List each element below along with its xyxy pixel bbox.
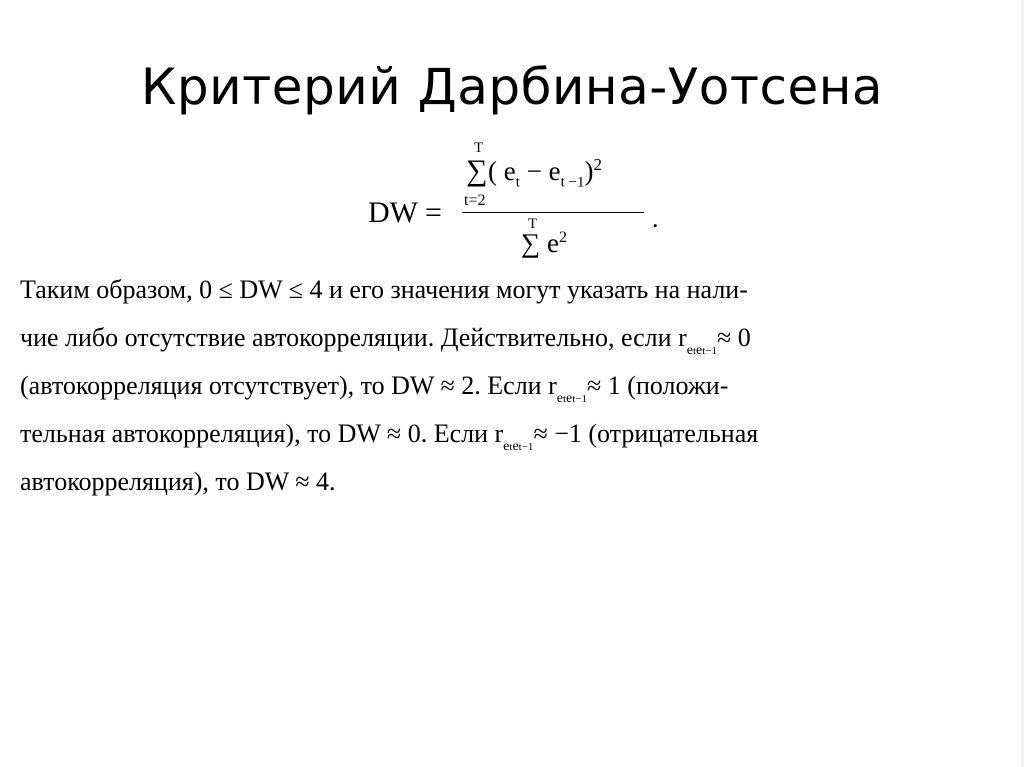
line-4-a: тельная автокорреляция), то DW ≈ 0. Если r (20, 419, 504, 448)
dw-formula (0, 140, 1024, 260)
numerator-minus: − e (519, 156, 561, 186)
denominator-body: ∑ e (521, 228, 559, 258)
formula-period: . (652, 204, 659, 233)
line-4-text (20, 410, 758, 458)
r2-sub-e1: e (556, 391, 563, 406)
sum-upper-limit: T (474, 140, 484, 156)
r3-sub-e2: e (512, 439, 519, 454)
body-paragraph (20, 266, 1004, 506)
numerator-power: 2 (593, 155, 603, 174)
paragraph-line-1 (20, 266, 1004, 314)
r2-sub-t2: t−1 (572, 393, 588, 405)
line-4-b: ≈ −1 (отрицательная (533, 419, 759, 448)
paragraph-line-2 (20, 314, 1004, 362)
slide-title: Критерий Дарбина-Уотсена (140, 58, 884, 116)
paragraph-line-3 (20, 362, 1004, 410)
line-3-a: (автокорреляция отсутствует), то DW ≈ 2. Если r (20, 371, 557, 400)
r2-sub-e2: e (566, 391, 573, 406)
r-sub-e1: e (686, 343, 693, 358)
numerator-sub-t-1: t −1 (560, 174, 585, 191)
r3-sub-t1: t (509, 441, 513, 453)
numerator-sub-t: t (515, 174, 520, 191)
r-subscript-2 (557, 375, 587, 423)
line-1-text: Таким образом, 0 ≤ DW ≤ 4 и его значения могут указать на нали- (20, 275, 748, 304)
paragraph-line-4 (20, 410, 1004, 458)
r-sub-e2: e (696, 343, 703, 358)
line-2-text (20, 314, 751, 362)
sum-sigma-icon: ∑ (466, 154, 488, 187)
r2-sub-t1: t (562, 393, 567, 405)
formula-lhs: DW = (368, 196, 442, 229)
sum-lower-limit: t=2 (464, 192, 486, 209)
r-subscript-1 (687, 327, 717, 375)
denominator-upper-limit: T (528, 216, 538, 232)
line-2-b: ≈ 0 (717, 323, 751, 352)
formula-numerator (488, 155, 602, 191)
formula-denominator (521, 228, 567, 259)
r-sub-t1: t (692, 345, 697, 357)
line-3-text (20, 362, 728, 410)
numerator-close: ) (584, 156, 594, 186)
r3-sub-e1: e (503, 439, 510, 454)
r-sub-t2: t−1 (702, 345, 717, 357)
line-2-a: чие либо отсутствие автокорреляции. Действительно, если r (20, 323, 687, 352)
line-5-text: автокорреляция), то DW ≈ 4. (20, 467, 336, 496)
r-subscript-3 (503, 423, 533, 471)
fraction-line (462, 212, 644, 213)
numerator-body: ( e (488, 156, 516, 186)
r3-sub-t2: t−1 (518, 441, 534, 453)
line-3-b: ≈ 1 (положи- (587, 371, 729, 400)
denominator-power: 2 (558, 229, 567, 246)
